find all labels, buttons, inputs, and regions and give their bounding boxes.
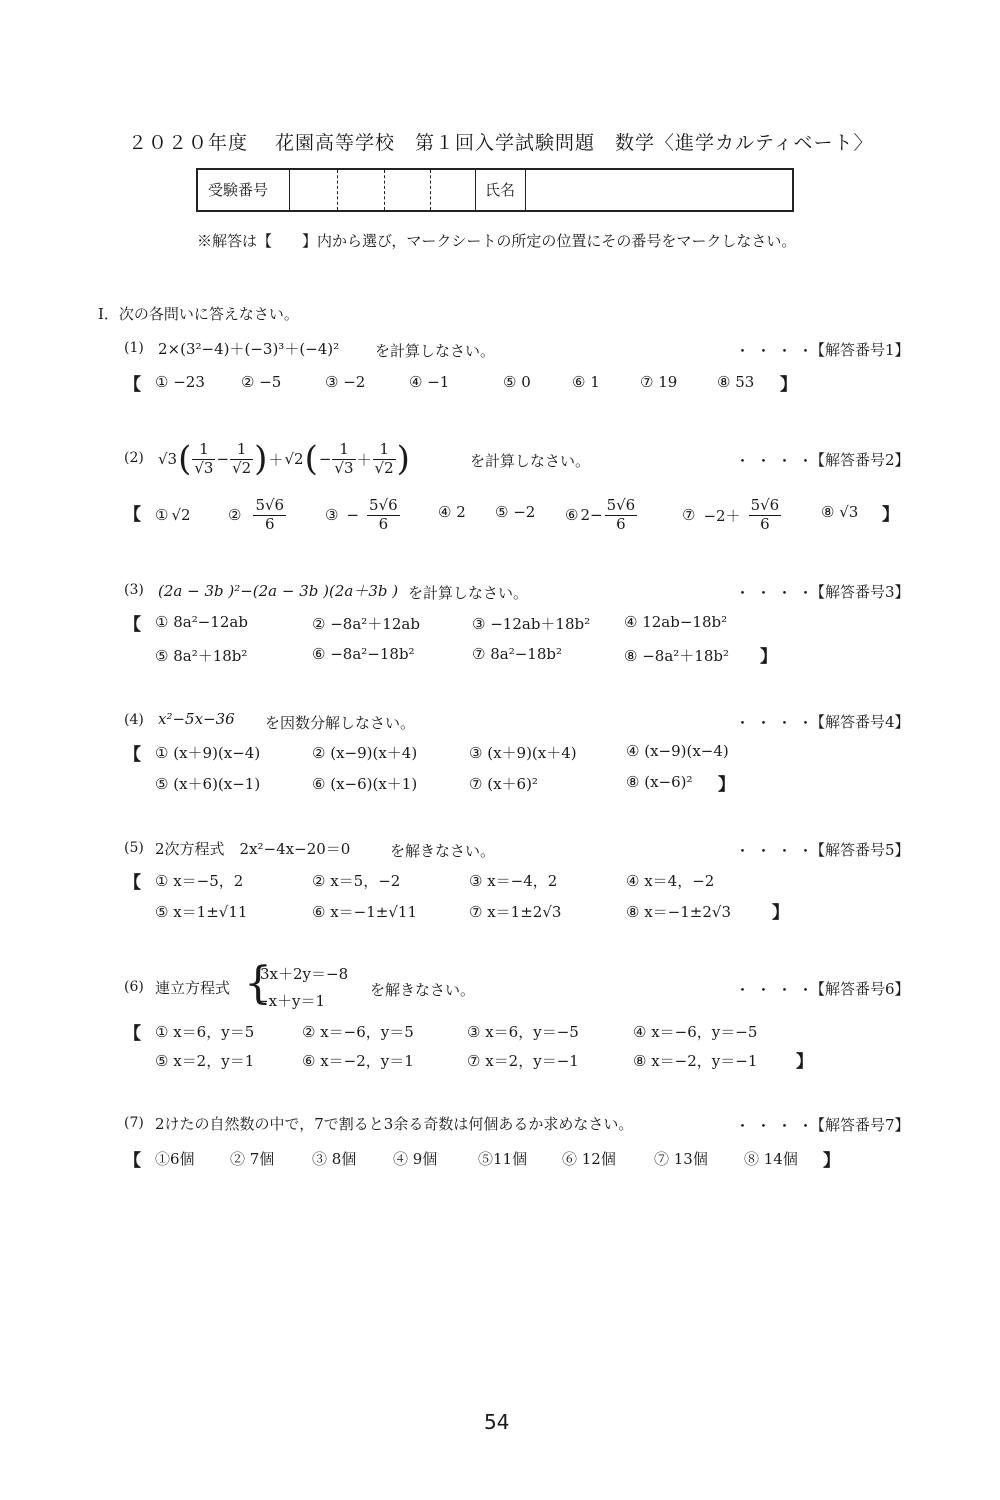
divider (475, 170, 476, 210)
choice: ⑤ (x＋6)(x−1) (155, 775, 261, 793)
answer-number-ref: 【解答番号6】 (810, 980, 910, 998)
choice: ⑦ x＝2，y＝−1 (467, 1052, 579, 1070)
system-brace: { (244, 958, 272, 1009)
choice: ⑧ x＝−2，y＝−1 (633, 1052, 758, 1070)
numerator: 5√6 (750, 496, 780, 515)
numerator: 5√6 (255, 496, 285, 515)
answer-number-ref: 【解答番号2】 (810, 451, 910, 469)
leader-dots: ・・・・ (735, 342, 820, 360)
choice: ④ 12ab−18b² (624, 613, 728, 631)
choice: ⑤ x＝2，y＝1 (155, 1052, 255, 1070)
fraction (373, 441, 396, 477)
choice: ① −23 (155, 373, 205, 391)
choice: ⑦ (x＋6)² (469, 775, 538, 793)
bracket-open: 【 (124, 745, 141, 765)
choice: ⑥ x＝−2，y＝1 (302, 1052, 414, 1070)
choice-mark: ① (155, 506, 169, 524)
question-expression: (2a − 3b )²−(2a − 3b )(2a＋3b ) (158, 582, 399, 600)
choice: ⑤11個 (478, 1150, 528, 1168)
question-expression: 2×(3²−4)＋(−3)³＋(−4)² (158, 340, 340, 358)
leader-dots: ・・・・ (735, 1117, 820, 1135)
choice: ⑥ 12個 (562, 1150, 616, 1168)
question-expression: 2次方程式 2x²−4x−20＝0 (155, 840, 351, 858)
digit-divider (430, 170, 431, 210)
numerator: 1 (192, 441, 215, 459)
choice-mark: ⑦ (682, 506, 696, 524)
choice: ② (x−9)(x＋4) (312, 744, 418, 762)
choice: ④ −1 (409, 373, 450, 391)
choice: ④ (x−9)(x−4) (626, 742, 729, 760)
choice-mark: ⑥ (565, 506, 579, 524)
bracket-open: 【 (124, 375, 141, 395)
choice: ⑦ 8a²−18b² (472, 645, 562, 663)
denominator: 6 (265, 514, 275, 533)
choice: ② −5 (241, 373, 282, 391)
denominator: 6 (616, 514, 626, 533)
divider (289, 170, 290, 210)
digit-divider (384, 170, 385, 210)
numerator: 5√6 (606, 496, 636, 515)
denominator: √3 (194, 458, 214, 477)
bracket-open: 【 (124, 615, 141, 635)
bracket-close: 】 (772, 903, 789, 923)
minus-sign: − (318, 450, 332, 468)
question-instruction: を解きなさい。 (390, 842, 496, 860)
choice: ①6個 (155, 1150, 195, 1168)
leader-dots: ・・・・ (735, 981, 820, 999)
choice: ⑧ 14個 (744, 1150, 798, 1168)
answer-number-ref: 【解答番号3】 (810, 583, 910, 601)
choice-value: √2 (171, 506, 191, 524)
choice-mark: ⑤ (495, 503, 509, 521)
denominator: √2 (232, 458, 252, 477)
fraction (367, 497, 400, 533)
paren-open: ( (178, 439, 192, 479)
bracket-close: 】 (823, 1151, 840, 1171)
choice: ⑤ x＝1±√11 (155, 903, 248, 921)
paren-close: ) (396, 439, 410, 479)
id-box (196, 168, 794, 212)
question-instruction: を計算しなさい。 (408, 584, 529, 602)
paren-open: ( (304, 439, 318, 479)
question-expression: x²−5x−36 (158, 710, 235, 728)
question-instruction: を因数分解しなさい。 (265, 714, 416, 732)
equation-2: −x＋y＝1 (256, 992, 326, 1010)
question-number: (5) (124, 840, 144, 856)
choice: ③ x＝−4，2 (469, 872, 558, 890)
answer-number-ref: 【解答番号1】 (810, 341, 910, 359)
denominator: √2 (374, 458, 394, 477)
divider (525, 170, 526, 210)
name-label: 氏名 (485, 181, 516, 199)
choice: ④ 9個 (393, 1150, 438, 1168)
choice (438, 503, 466, 521)
answer-number-ref: 【解答番号7】 (810, 1116, 910, 1134)
question-label: 連立方程式 (155, 979, 231, 997)
choice: ④ x＝−6，y＝−5 (633, 1023, 758, 1041)
choice: ⑧ x＝−1±2√3 (626, 903, 732, 921)
choice-mark: ⑧ (821, 503, 835, 521)
choice: ① x＝−5，2 (155, 872, 244, 890)
plus-sign: ＋ (356, 450, 372, 469)
choice: ⑤ 0 (503, 373, 531, 391)
fraction (749, 497, 782, 533)
choice-mark: ② (228, 506, 242, 524)
choice-value: −2 (513, 503, 536, 521)
denominator: 6 (760, 514, 770, 533)
bracket-close: 】 (718, 775, 735, 795)
question-number: (3) (124, 582, 144, 598)
bracket-close: 】 (882, 505, 899, 525)
fraction (332, 441, 355, 477)
section-heading: Ⅰ．次の各問いに答えなさい。 (98, 305, 299, 323)
choice: ⑥ −8a²−18b² (312, 645, 415, 663)
paren-close: ) (254, 439, 268, 479)
choice: ⑤ 8a²＋18b² (155, 647, 248, 665)
exam-number-label: 受験番号 (208, 181, 269, 199)
choice-prefix: −2＋ (703, 506, 741, 525)
bracket-open: 【 (124, 873, 141, 893)
page-number: 54 (484, 1410, 510, 1434)
choice: ⑧ (x−6)² (626, 773, 693, 791)
question-number: (6) (124, 979, 144, 995)
choice: ⑧ −8a²＋18b² (624, 647, 729, 665)
choice: ③ −2 (325, 373, 366, 391)
choice (495, 503, 535, 521)
choice-mark: ④ (438, 503, 452, 521)
answer-note: ※解答は【 】内から選び，マークシートの所定の位置にその番号をマークしなさい。 (197, 232, 797, 250)
question-expression (158, 436, 410, 482)
choice (228, 493, 286, 537)
choice: ③ x＝6，y＝−5 (467, 1023, 579, 1041)
question-instruction: を解きなさい。 (370, 981, 476, 999)
denominator: √3 (334, 458, 354, 477)
question-instruction: を計算しなさい。 (470, 452, 591, 470)
choice: ③ 8個 (312, 1150, 357, 1168)
numerator: 1 (373, 441, 396, 459)
question-text: 2けたの自然数の中で，7で割ると3余る奇数は何個あるか求めなさい。 (155, 1115, 634, 1133)
choice: ② −8a²＋12ab (312, 615, 420, 633)
choice (565, 493, 637, 537)
numerator: 5√6 (369, 496, 398, 515)
choice: ① 8a²−12ab (155, 613, 248, 631)
question-number: (2) (124, 450, 144, 466)
equation-1: 3x＋2y＝−8 (260, 965, 349, 983)
leader-dots: ・・・・ (735, 452, 820, 470)
choice-value: 2 (456, 503, 466, 521)
answer-number-ref: 【解答番号5】 (810, 841, 910, 859)
choice-value: √3 (839, 503, 859, 521)
choice: ⑦ x＝1±2√3 (469, 903, 562, 921)
sqrt2: √2 (284, 450, 304, 468)
fraction (230, 441, 253, 477)
choice: ⑥ 1 (572, 373, 600, 391)
question-number: (1) (124, 340, 144, 356)
bracket-open: 【 (124, 1151, 141, 1171)
choice: ⑥ (x−6)(x＋1) (312, 775, 418, 793)
fraction (253, 497, 286, 533)
choice: ⑦ 13個 (654, 1150, 708, 1168)
choice (682, 493, 781, 537)
choice: ⑧ 53 (717, 373, 755, 391)
choice-prefix: − (346, 506, 360, 524)
choice: ⑦ 19 (640, 373, 678, 391)
question-number: (4) (124, 712, 144, 728)
choice: ② x＝−6，y＝5 (302, 1023, 414, 1041)
denominator: 6 (378, 514, 389, 533)
bracket-open: 【 (124, 505, 141, 525)
plus-sign: ＋ (268, 450, 284, 469)
choice: ③ −12ab＋18b² (472, 615, 591, 633)
choice: ③ (x＋9)(x＋4) (469, 744, 577, 762)
leader-dots: ・・・・ (735, 842, 820, 860)
choice-mark: ③ (325, 506, 339, 524)
question-number: (7) (124, 1115, 144, 1131)
sqrt3: √3 (158, 450, 178, 468)
choice: ① (x＋9)(x−4) (155, 744, 261, 762)
bracket-close: 】 (760, 647, 777, 667)
numerator: 1 (230, 441, 253, 459)
digit-divider (337, 170, 338, 210)
exam-title: ２０２０年度 花園高等学校 第１回入学試験問題 数学〈進学カルティベート〉 (128, 132, 874, 154)
choice (821, 503, 858, 521)
answer-number-ref: 【解答番号4】 (810, 713, 910, 731)
fraction (192, 441, 215, 477)
leader-dots: ・・・・ (735, 714, 820, 732)
bracket-close: 】 (780, 375, 797, 395)
choice: ④ x＝4，−2 (626, 872, 715, 890)
fraction (605, 497, 638, 533)
question-instruction: を計算しなさい。 (375, 342, 496, 360)
choice: ⑥ x＝−1±√11 (312, 903, 418, 921)
choice: ② 7個 (230, 1150, 275, 1168)
choice-prefix: 2− (580, 506, 603, 524)
choice: ① x＝6，y＝5 (155, 1023, 255, 1041)
minus-sign: − (216, 450, 230, 468)
bracket-open: 【 (124, 1024, 141, 1044)
choice: ② x＝5，−2 (312, 872, 401, 890)
choice (325, 493, 400, 537)
numerator: 1 (332, 441, 355, 459)
bracket-close: 】 (796, 1052, 813, 1072)
leader-dots: ・・・・ (735, 584, 820, 602)
choice (155, 493, 191, 537)
